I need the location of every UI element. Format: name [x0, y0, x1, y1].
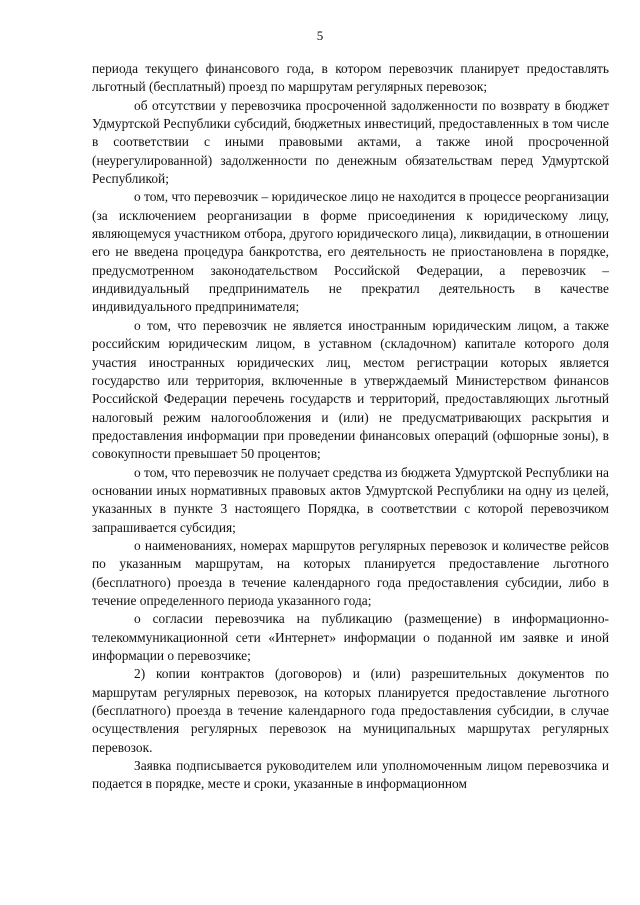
paragraph-no-debt: об отсутствии у перевозчика просроченной задолженности по возврату в бюджет Удмуртской Республики субсидий, бюджетных инвестиций, предоставленных в том числе в соответствии с иными правовыми актами, а также иной просроченной (неурегулированной) задолженности по денежным обязательствам перед Удмуртской Республикой; — [92, 97, 609, 187]
page-number: 5 — [316, 28, 324, 43]
paragraph-no-reorganization: о том, что перевозчик – юридическое лицо не находится в процессе реорганизации (за исключением реорганизации в форме присоединения к юридическому лицу, являющемуся участником отбора, другого юридического лица), ликвидации, в отношении его не введена процедура банкротства, его деятельность не приостановлена в порядке, предусмотренном законодательством Российской Федерации, а перевозчик – индивидуальный предприниматель не прекратил деятельность в качестве индивидуального предпринимателя; — [92, 189, 609, 315]
document-body — [92, 60, 609, 794]
paragraph-continuation: периода текущего финансового года, в котором перевозчик планирует предоставлять льготный (бесплатный) проезд по маршрутам регулярных перевозок; — [92, 61, 609, 95]
paragraph-no-other-budget-funds: о том, что перевозчик не получает средства из бюджета Удмуртской Республики на основании иных нормативных правовых актов Удмуртской Республики на одну из целей, указанных в пункте 3 настоящего Порядка, в соответствии с которой перевозчиком запрашивается субсидия; — [92, 464, 609, 535]
paragraph-application-signing: Заявка подписывается руководителем или уполномоченным лицом перевозчика и подается в порядке, месте и сроки, указанные в информационном — [92, 758, 609, 792]
paragraph-publication-consent: о согласии перевозчика на публикацию (размещение) в информационно-телекоммуникационной сети «Интернет» информации о поданной им заявке и иной информации о перевозчике; — [92, 611, 609, 663]
paragraph-not-foreign-entity: о том, что перевозчик не является иностранным юридическим лицом, а также российским юридическим лицом, в уставном (складочном) капитале которого доля участия иностранных юридических лиц, местом регистрации которых является государство или территория, включенные в утверждаемый Министерством финансов Российской Федерации перечень государств и территорий, предоставляющих льготный налоговый режим налогообложения и (или) не предусматривающих раскрытия и предоставления информации при проведении финансовых операций (офшорные зоны), в совокупности превышает 50 процентов; — [92, 317, 609, 462]
paragraph-contract-copies: 2) копии контрактов (договоров) и (или) разрешительных документов по маршрутам регулярных перевозок, на которых планируется предоставление льготного (бесплатного) проезда в течение календарного года предоставления субсидии, в случае осуществления регулярных перевозок на муниципальных маршрутах регулярных перевозок. — [92, 666, 609, 755]
paragraph-routes-info: о наименованиях, номерах маршрутов регулярных перевозок и количестве рейсов по указанным маршрутам, на которых планируется предоставление льготного (бесплатного) проезда в течение календарного года предоставления субсидии, либо в течение определенного периода указанного года; — [92, 537, 609, 608]
